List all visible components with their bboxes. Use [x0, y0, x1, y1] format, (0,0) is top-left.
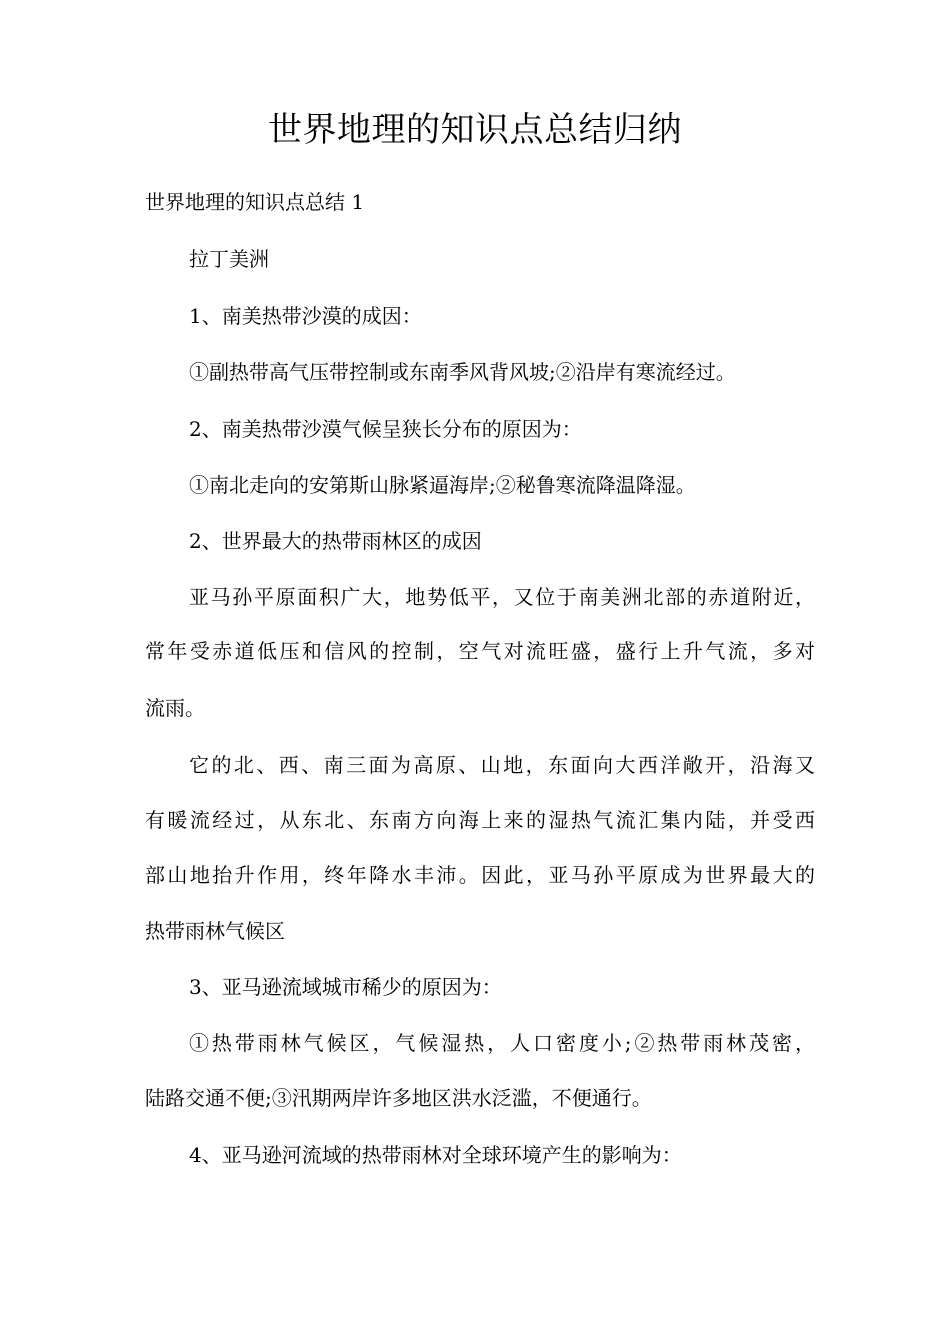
paragraph-line: ①热带雨林气候区，气候湿热，人口密度小;②热带雨林茂密，: [189, 1031, 815, 1055]
paragraph-line: 流雨。: [145, 696, 205, 720]
paragraph-line: ①南北走向的安第斯山脉紧逼海岸;②秘鲁寒流降温降湿。: [189, 473, 696, 497]
paragraph-line: 它的北、西、南三面为高原、山地，东面向大西洋敞开，沿海又: [189, 753, 815, 777]
paragraph-line: 4、亚马逊河流域的热带雨林对全球环境产生的影响为：: [189, 1143, 682, 1167]
paragraph-line: 热带雨林气候区: [145, 919, 285, 943]
paragraph-line: ①副热带高气压带控制或东南季风背风坡;②沿岸有寒流经过。: [189, 360, 736, 384]
paragraph-line: 陆路交通不便;③汛期两岸许多地区洪水泛滥，不便通行。: [145, 1086, 652, 1110]
section-heading: 世界地理的知识点总结 1: [145, 190, 365, 214]
paragraph-line: 1、南美热带沙漠的成因：: [189, 304, 422, 328]
paragraph-line: 2、南美热带沙漠气候呈狭长分布的原因为：: [189, 417, 582, 441]
paragraph-line: 部山地抬升作用，终年降水丰沛。因此，亚马孙平原成为世界最大的: [145, 863, 815, 887]
paragraph-line: 2、世界最大的热带雨林区的成因: [189, 529, 482, 553]
document-title: 世界地理的知识点总结归纳: [268, 110, 682, 150]
paragraph-line: 亚马孙平原面积广大，地势低平，又位于南美洲北部的赤道附近，: [189, 585, 815, 609]
paragraph-line: 有暖流经过，从东北、东南方向海上来的湿热气流汇集内陆，并受西: [145, 808, 815, 832]
paragraph-line: 常年受赤道低压和信风的控制，空气对流旺盛，盛行上升气流，多对: [145, 639, 815, 663]
region-heading: 拉丁美洲: [189, 247, 269, 271]
paragraph-line: 3、亚马逊流域城市稀少的原因为：: [189, 975, 502, 999]
